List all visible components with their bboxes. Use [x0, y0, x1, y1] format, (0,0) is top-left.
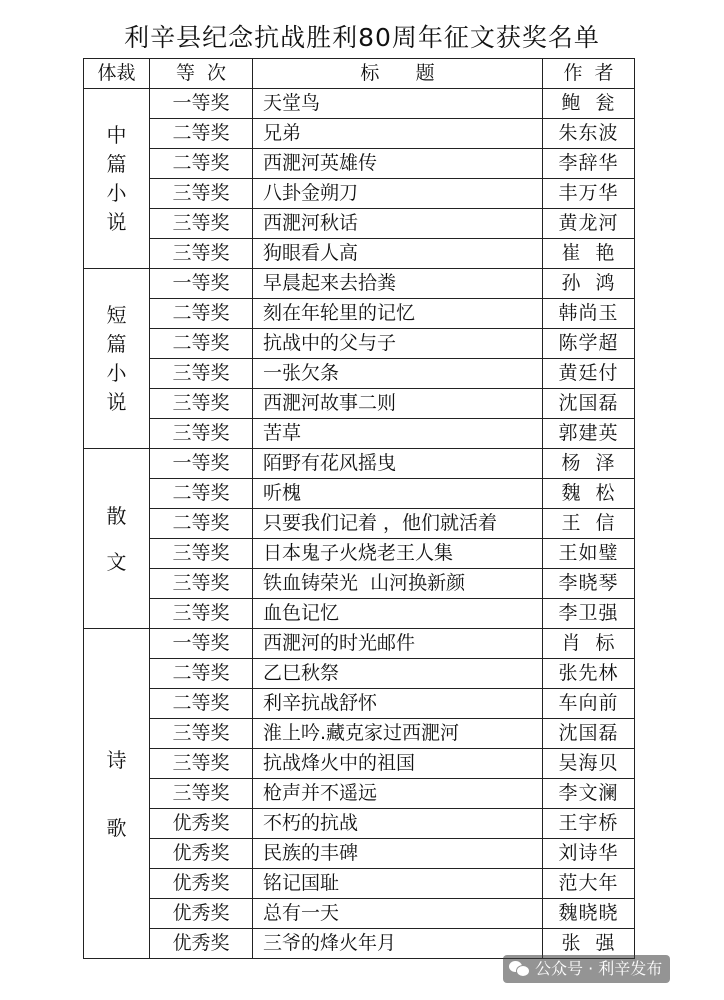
genre-label	[107, 296, 127, 421]
author-cell: 范大年	[543, 869, 635, 899]
rank-cell: 三等奖	[150, 209, 253, 239]
title-cell: 抗战烽火中的祖国	[253, 749, 543, 779]
table-row	[84, 539, 635, 569]
genre-char: 小	[106, 361, 127, 385]
document-title: 利辛县纪念抗战胜利80周年征文获奖名单	[124, 23, 600, 52]
author-cell: 孙 鸿	[543, 269, 635, 299]
table-row	[84, 599, 635, 629]
author-cell: 肖 标	[543, 629, 635, 659]
title-cell: 民族的丰碑	[253, 839, 543, 869]
rank-cell: 三等奖	[150, 719, 253, 749]
table-row	[84, 479, 635, 509]
title-cell: 枪声并不遥远	[253, 779, 543, 809]
author-cell: 沈国磊	[543, 719, 635, 749]
table-row	[84, 929, 635, 959]
table-row	[84, 449, 635, 479]
genre-cell	[84, 269, 150, 449]
title-cell: 不朽的抗战	[253, 809, 543, 839]
table-row	[84, 899, 635, 929]
rank-cell: 二等奖	[150, 329, 253, 359]
table-header-row	[84, 59, 635, 89]
author-cell: 魏 松	[543, 479, 635, 509]
author-cell: 李辞华	[543, 149, 635, 179]
title-cell: 一张欠条	[253, 359, 543, 389]
table-row	[84, 869, 635, 899]
author-cell: 吴海贝	[543, 749, 635, 779]
table-row	[84, 359, 635, 389]
author-cell: 王 信	[543, 509, 635, 539]
genre-cell	[84, 89, 150, 269]
title-cell: 狗眼看人高	[253, 239, 543, 269]
table-row	[84, 119, 635, 149]
table-body	[84, 89, 635, 959]
rank-cell: 二等奖	[150, 509, 253, 539]
author-cell: 沈国磊	[543, 389, 635, 419]
title-cell: 三爷的烽火年月	[253, 929, 543, 959]
genre-label	[107, 480, 127, 598]
genre-char: 短	[106, 303, 127, 327]
title-cell: 早晨起来去拾粪	[253, 269, 543, 299]
author-cell: 郭建英	[543, 419, 635, 449]
genre-char: 说	[106, 210, 127, 234]
genre-char: 文	[106, 549, 127, 574]
table-row	[84, 509, 635, 539]
table-row	[84, 239, 635, 269]
genre-char: 篇	[106, 152, 127, 176]
title-cell: 陌野有花风摇曳	[253, 449, 543, 479]
rank-cell: 二等奖	[150, 659, 253, 689]
genre-char: 诗	[106, 747, 127, 772]
rank-cell: 优秀奖	[150, 839, 253, 869]
header-title: 标 题	[253, 59, 543, 89]
rank-cell: 三等奖	[150, 599, 253, 629]
title-cell: 西淝河的时光邮件	[253, 629, 543, 659]
author-cell: 王宇桥	[543, 809, 635, 839]
rank-cell: 三等奖	[150, 179, 253, 209]
rank-cell: 一等奖	[150, 269, 253, 299]
table-row	[84, 149, 635, 179]
table-row	[84, 569, 635, 599]
title-cell: 西淝河秋话	[253, 209, 543, 239]
rank-cell: 一等奖	[150, 449, 253, 479]
table-row	[84, 89, 635, 119]
table-row	[84, 389, 635, 419]
author-cell: 黄廷付	[543, 359, 635, 389]
genre-char: 小	[106, 181, 127, 205]
author-cell: 韩尚玉	[543, 299, 635, 329]
wechat-icon	[509, 961, 529, 977]
rank-cell: 二等奖	[150, 479, 253, 509]
rank-cell: 三等奖	[150, 359, 253, 389]
genre-label	[107, 116, 127, 241]
title-cell: 铭记国耻	[253, 869, 543, 899]
title-cell: 乙巳秋祭	[253, 659, 543, 689]
author-cell: 张先林	[543, 659, 635, 689]
author-cell: 杨 泽	[543, 449, 635, 479]
table-row	[84, 269, 635, 299]
title-cell: 天堂鸟	[253, 89, 543, 119]
author-cell: 陈学超	[543, 329, 635, 359]
table-row	[84, 749, 635, 779]
genre-char: 中	[106, 123, 127, 147]
author-cell: 李晓琴	[543, 569, 635, 599]
rank-cell: 优秀奖	[150, 929, 253, 959]
genre-label	[107, 702, 127, 886]
genre-char: 散	[106, 503, 127, 528]
genre-char: 说	[106, 390, 127, 414]
author-cell: 李卫强	[543, 599, 635, 629]
table-row	[84, 719, 635, 749]
title-cell: 听槐	[253, 479, 543, 509]
title-cell: 铁血铸荣光 山河换新颜	[253, 569, 543, 599]
rank-cell: 三等奖	[150, 239, 253, 269]
title-cell: 日本鬼子火烧老王人集	[253, 539, 543, 569]
header-rank: 等 次	[150, 59, 253, 89]
title-cell: 苦草	[253, 419, 543, 449]
genre-char: 歌	[106, 815, 127, 840]
rank-cell: 三等奖	[150, 419, 253, 449]
table-row	[84, 299, 635, 329]
award-table	[83, 58, 635, 959]
author-cell: 朱东波	[543, 119, 635, 149]
author-cell: 王如璧	[543, 539, 635, 569]
title-cell: 刻在年轮里的记忆	[253, 299, 543, 329]
table-row	[84, 629, 635, 659]
title-cell: 兄弟	[253, 119, 543, 149]
table-row	[84, 329, 635, 359]
author-cell: 张 强	[543, 929, 635, 959]
rank-cell: 三等奖	[150, 779, 253, 809]
author-cell: 丰万华	[543, 179, 635, 209]
header-genre: 体裁	[84, 59, 150, 89]
rank-cell: 二等奖	[150, 149, 253, 179]
author-cell: 崔 艳	[543, 239, 635, 269]
table-row	[84, 419, 635, 449]
table-row	[84, 689, 635, 719]
title-cell: 淮上吟.藏克家过西淝河	[253, 719, 543, 749]
title-cell: 血色记忆	[253, 599, 543, 629]
rank-cell: 三等奖	[150, 539, 253, 569]
author-cell: 李文澜	[543, 779, 635, 809]
genre-cell	[84, 449, 150, 629]
table-row	[84, 809, 635, 839]
rank-cell: 优秀奖	[150, 899, 253, 929]
rank-cell: 一等奖	[150, 629, 253, 659]
title-cell: 八卦金朔刀	[253, 179, 543, 209]
table-row	[84, 839, 635, 869]
rank-cell: 二等奖	[150, 119, 253, 149]
genre-cell	[84, 629, 150, 959]
header-author: 作 者	[543, 59, 635, 89]
title-cell: 抗战中的父与子	[253, 329, 543, 359]
table-row	[84, 659, 635, 689]
title-cell: 利辛抗战舒怀	[253, 689, 543, 719]
rank-cell: 三等奖	[150, 389, 253, 419]
table-row	[84, 179, 635, 209]
author-cell: 黄龙河	[543, 209, 635, 239]
rank-cell: 三等奖	[150, 749, 253, 779]
watermark	[503, 955, 670, 983]
rank-cell: 二等奖	[150, 299, 253, 329]
title-cell: 总有一天	[253, 899, 543, 929]
author-cell: 刘诗华	[543, 839, 635, 869]
table-row	[84, 779, 635, 809]
genre-char: 篇	[106, 332, 127, 356]
author-cell: 鲍 瓮	[543, 89, 635, 119]
title-cell: 只要我们记着 ，他们就活着	[253, 509, 543, 539]
rank-cell: 二等奖	[150, 689, 253, 719]
title-cell: 西淝河英雄传	[253, 149, 543, 179]
table-row	[84, 209, 635, 239]
rank-cell: 优秀奖	[150, 869, 253, 899]
author-cell: 魏晓晓	[543, 899, 635, 929]
rank-cell: 三等奖	[150, 569, 253, 599]
title-cell: 西淝河故事二则	[253, 389, 543, 419]
rank-cell: 一等奖	[150, 89, 253, 119]
watermark-text: 公众号 · 利辛发布	[535, 959, 663, 978]
author-cell: 车向前	[543, 689, 635, 719]
rank-cell: 优秀奖	[150, 809, 253, 839]
